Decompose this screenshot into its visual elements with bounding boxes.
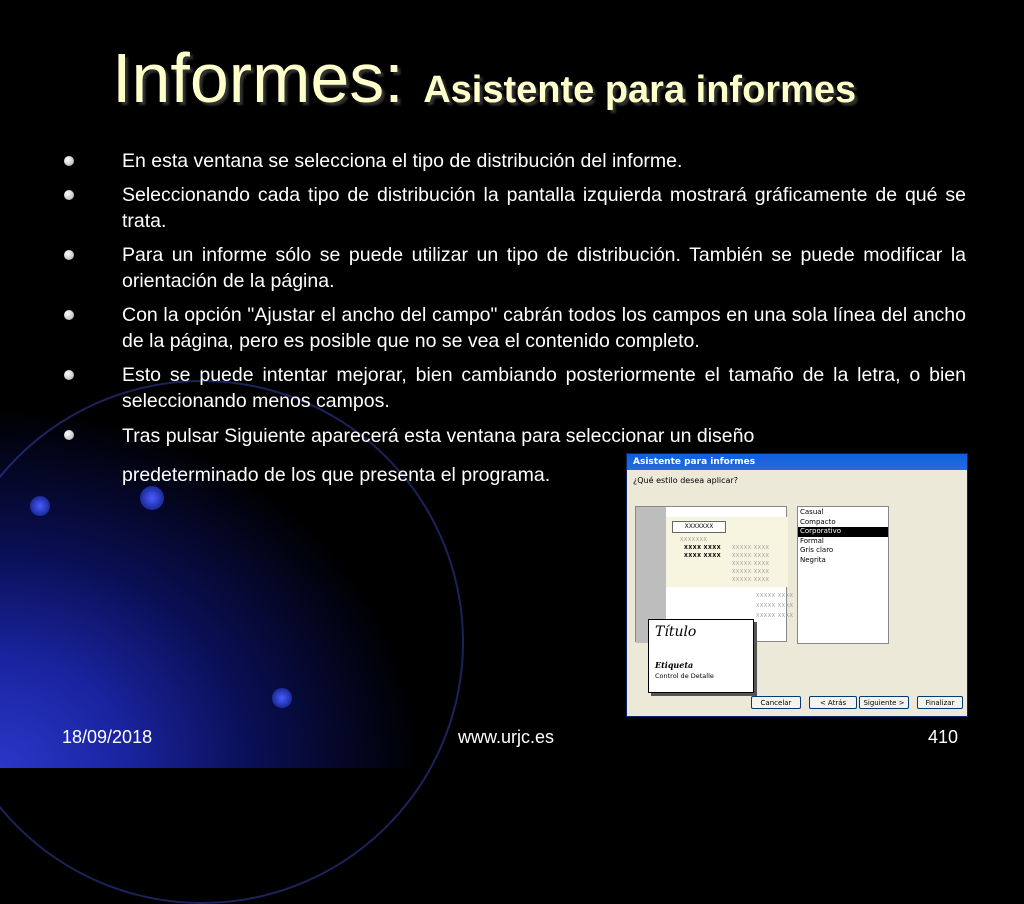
- finish-button[interactable]: Finalizar: [917, 696, 963, 709]
- preview-header-field: XXXXXXX: [672, 521, 726, 533]
- decorative-orb: [30, 496, 50, 516]
- preview-popup-title: Título: [655, 624, 697, 640]
- style-list[interactable]: [797, 506, 889, 644]
- slide-title: [112, 38, 856, 118]
- preview-row: XXXX XXXX: [684, 553, 722, 559]
- preview-row: XXXXX XXXX: [732, 545, 770, 551]
- style-option[interactable]: Negrita: [800, 555, 826, 564]
- footer-date: 18/09/2018: [62, 727, 153, 747]
- report-wizard-dialog: [626, 453, 968, 717]
- footer-site: www.urjc.es: [458, 727, 555, 747]
- footer-page-number: 410: [928, 727, 959, 747]
- preview-popup-detail: Control de Detalle: [655, 672, 714, 680]
- style-option[interactable]: Gris claro: [800, 546, 834, 554]
- preview-row: XXXXX XXXX: [732, 553, 770, 559]
- decorative-orb: [272, 688, 292, 708]
- style-option-selected[interactable]: Corporativo: [798, 527, 888, 537]
- style-option[interactable]: Formal: [800, 536, 824, 545]
- preview-row: XXXXX XXXX: [732, 569, 770, 575]
- dialog-title: Asistente para informes: [627, 454, 967, 470]
- preview-row: XXXXX XXXX: [732, 561, 770, 567]
- style-option[interactable]: Casual: [800, 508, 824, 516]
- title-subtitle: Asistente para informes: [423, 69, 857, 111]
- bullet-item: Seleccionando cada tipo de distribución la pantalla izquierda mostrará gráficamente de qué se trata.: [60, 182, 966, 234]
- bullet-line: Tras pulsar Siguiente aparecerá esta ventana para seleccionar un diseño: [122, 425, 755, 447]
- back-button[interactable]: < Atrás: [809, 696, 857, 709]
- preview-row: XXXX XXXX: [684, 545, 722, 551]
- bullet-item: Para un informe sólo se puede utilizar un tipo de distribución. También se puede modificar la orientación de la página.: [60, 242, 966, 294]
- dialog-question: ¿Qué estilo desea aplicar?: [633, 476, 738, 485]
- bullet-item: En esta ventana se selecciona el tipo de distribución del informe.: [60, 148, 966, 174]
- bullet-item: Esto se puede intentar mejorar, bien cambiando posteriormente el tamaño de la letra, o bien seleccionando menos campos.: [60, 362, 966, 414]
- preview-row: XXXXX XXXX: [756, 603, 794, 609]
- preview-row: XXXXX XXXX: [756, 593, 794, 599]
- preview-row: XXXXXXX: [680, 537, 708, 543]
- preview-popup-label: Etiqueta: [655, 660, 694, 670]
- cancel-button[interactable]: Cancelar: [751, 696, 801, 709]
- style-option[interactable]: Compacto: [800, 517, 836, 526]
- next-button[interactable]: Siguiente >: [859, 696, 909, 709]
- preview-row: XXXXX XXXX: [756, 613, 794, 619]
- bullet-list: [60, 148, 966, 498]
- style-preview: [635, 506, 794, 680]
- bullet-line: predeterminado de los que presenta el programa.: [122, 464, 551, 486]
- preview-popup: [648, 619, 754, 693]
- bullet-item: Con la opción "Ajustar el ancho del campo" cabrán todos los campos en una sola línea del ancho de la página, pero es posible que no se vea el contenido completo.: [60, 302, 966, 354]
- title-main: Informes:: [112, 39, 404, 117]
- preview-row: XXXXX XXXX: [732, 577, 770, 583]
